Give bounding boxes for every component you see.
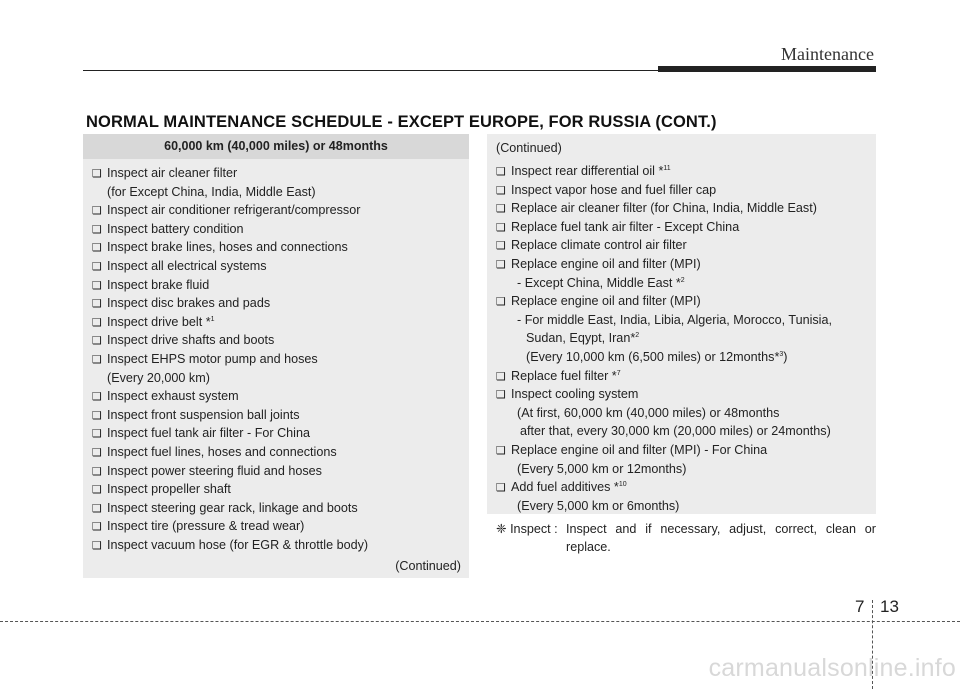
checklist-item: ❑ Inspect steering gear rack, linkage and boots — [92, 499, 469, 518]
checkbox-icon: ❑ — [92, 539, 102, 552]
checklist-item: ❑ Inspect all electrical systems — [92, 257, 469, 276]
checkbox-icon: ❑ — [496, 166, 506, 178]
checklist-item-continuation: (Every 10,000 km (6,500 miles) or 12months*$^3$) — [526, 349, 788, 364]
checkbox-icon: ❑ — [92, 205, 102, 218]
checklist-item: ❑ Inspect drive belt *$^1$ — [92, 313, 469, 332]
checkbox-icon: ❑ — [92, 409, 102, 422]
checkbox-icon: ❑ — [496, 203, 506, 216]
checklist-item: ❑ Replace engine oil and filter (MPI) — [496, 292, 876, 311]
watermark: carmanualsonline.info — [708, 654, 956, 682]
header-rule-thin — [83, 70, 663, 71]
checklist-item-continuation: (for Except China, India, Middle East) — [107, 184, 316, 199]
checklist-item-continuation: - For middle East, India, Libia, Algeria, Morocco, Tunisia, — [517, 312, 832, 327]
header-rule-thick — [658, 66, 876, 72]
footnote-ref: 3 — [779, 350, 784, 358]
footnote-ref: 2 — [680, 276, 685, 284]
footnote-ref: 7 — [616, 369, 621, 377]
checklist-item: ❑ Inspect fuel tank air filter - For China — [92, 424, 469, 443]
checklist-item: ❑ Inspect front suspension ball joints — [92, 406, 469, 425]
checkbox-icon: ❑ — [92, 168, 102, 180]
section-title: NORMAL MAINTENANCE SCHEDULE - EXCEPT EUROPE, FOR RUSSIA (CONT.) — [86, 113, 717, 131]
checklist-item: ❑ Inspect vacuum hose (for EGR & throttle body) — [92, 536, 469, 555]
page-number: 13 — [880, 597, 899, 616]
checkbox-icon: ❑ — [92, 335, 102, 348]
checklist-item: ❑ Replace air cleaner filter (for China, India, Middle East) — [496, 199, 876, 218]
checklist-item: ❑ Inspect cooling system — [496, 385, 876, 404]
checkbox-icon: ❑ — [92, 260, 102, 273]
checkbox-icon: ❑ — [92, 446, 102, 459]
checklist-item: ❑ Inspect air cleaner filter — [92, 164, 469, 183]
checkbox-icon: ❑ — [92, 391, 102, 404]
checklist-item: ❑ Inspect disc brakes and pads — [92, 294, 469, 313]
checkbox-icon: ❑ — [92, 521, 102, 534]
checklist-item: ❑ Inspect power steering fluid and hoses — [92, 462, 469, 481]
checkbox-icon: ❑ — [92, 465, 102, 478]
checklist-item: ❑ Inspect brake lines, hoses and connections — [92, 238, 469, 257]
checklist-item: ❑ Inspect rear differential oil *$^{11}$ — [496, 162, 876, 181]
checkbox-icon: ❑ — [496, 240, 506, 253]
checklist-item-continuation: (Every 5,000 km or 6months) — [517, 498, 680, 513]
checklist-item-continuation: (Every 20,000 km) — [107, 370, 210, 385]
checklist-item: ❑ Inspect air conditioner refrigerant/compressor — [92, 201, 469, 220]
footnote-text: Inspect and if necessary, adjust, correct, clean or replace. — [566, 522, 876, 554]
checkbox-icon: ❑ — [92, 484, 102, 497]
checklist-item: ❑ Inspect propeller shaft — [92, 480, 469, 499]
footnote-ref: 2 — [635, 332, 640, 340]
checkbox-icon: ❑ — [496, 221, 506, 234]
checklist-item: ❑ Inspect battery condition — [92, 220, 469, 239]
chapter-number: 7 — [855, 597, 865, 616]
right-checklist — [487, 155, 876, 515]
page-header-title: Maintenance — [781, 44, 874, 64]
asterism-icon: ❈ — [496, 522, 507, 536]
checkbox-icon: ❑ — [92, 279, 102, 292]
checklist-item: ❑ Inspect EHPS motor pump and hoses — [92, 350, 469, 369]
checklist-item: ❑ Inspect fuel lines, hoses and connections — [92, 443, 469, 462]
checklist-item: ❑ Inspect brake fluid — [92, 276, 469, 295]
checklist-item: ❑ Replace engine oil and filter (MPI) - For China — [496, 441, 876, 460]
footnote-ref: 10 — [618, 481, 627, 489]
footnote-ref: 11 — [663, 165, 671, 172]
checklist-item: ❑ Replace climate control air filter — [496, 236, 876, 255]
checklist-item: ❑ Inspect exhaust system — [92, 387, 469, 406]
checkbox-icon: ❑ — [92, 502, 102, 515]
checklist-item: ❑ Replace fuel filter *$^7$ — [496, 367, 876, 386]
checklist-item-continuation: (At first, 60,000 km (40,000 miles) or 48months — [517, 405, 780, 420]
right-schedule-panel — [487, 134, 876, 514]
checklist-item: ❑ Replace engine oil and filter (MPI) — [496, 255, 876, 274]
left-checklist — [83, 159, 469, 554]
inspect-footnote — [496, 520, 876, 554]
checklist-item: ❑ Replace fuel tank air filter - Except China — [496, 218, 876, 237]
checklist-item-continuation: Sudan, Eqypt, Iran*$^2$ — [526, 331, 640, 346]
continued-heading: (Continued) — [496, 141, 562, 155]
checklist-item-continuation: (Every 5,000 km or 12months) — [517, 461, 687, 476]
checkbox-icon: ❑ — [92, 298, 102, 311]
footnote-ref: 1 — [210, 315, 215, 323]
checkbox-icon: ❑ — [496, 184, 506, 197]
checkbox-icon: ❑ — [496, 258, 506, 271]
footnote-term: Inspect : — [510, 522, 558, 536]
continued-label: (Continued) — [395, 559, 461, 573]
interval-heading: 60,000 km (40,000 miles) or 48months — [83, 134, 469, 159]
checklist-item-continuation: after that, every 30,000 km (20,000 miles) or 24months) — [520, 424, 831, 439]
checklist-item: ❑ Inspect drive shafts and boots — [92, 331, 469, 350]
checkbox-icon: ❑ — [496, 389, 506, 402]
checkbox-icon: ❑ — [496, 370, 506, 383]
checklist-item: ❑ Inspect tire (pressure & tread wear) — [92, 517, 469, 536]
checkbox-icon: ❑ — [92, 223, 102, 236]
checkbox-icon: ❑ — [92, 316, 102, 329]
checkbox-icon: ❑ — [496, 296, 506, 309]
checklist-item: ❑ Inspect vapor hose and fuel filler cap — [496, 181, 876, 200]
checkbox-icon: ❑ — [92, 428, 102, 441]
left-schedule-panel — [83, 134, 469, 578]
checkbox-icon: ❑ — [92, 353, 102, 366]
checkbox-icon: ❑ — [496, 444, 506, 457]
footer-rule — [0, 621, 960, 622]
checkbox-icon: ❑ — [92, 242, 102, 255]
checkbox-icon: ❑ — [496, 482, 506, 495]
checklist-item: ❑ Add fuel additives *$^{10}$ — [496, 478, 876, 497]
checklist-item-continuation: - Except China, Middle East *$^2$ — [517, 275, 685, 290]
